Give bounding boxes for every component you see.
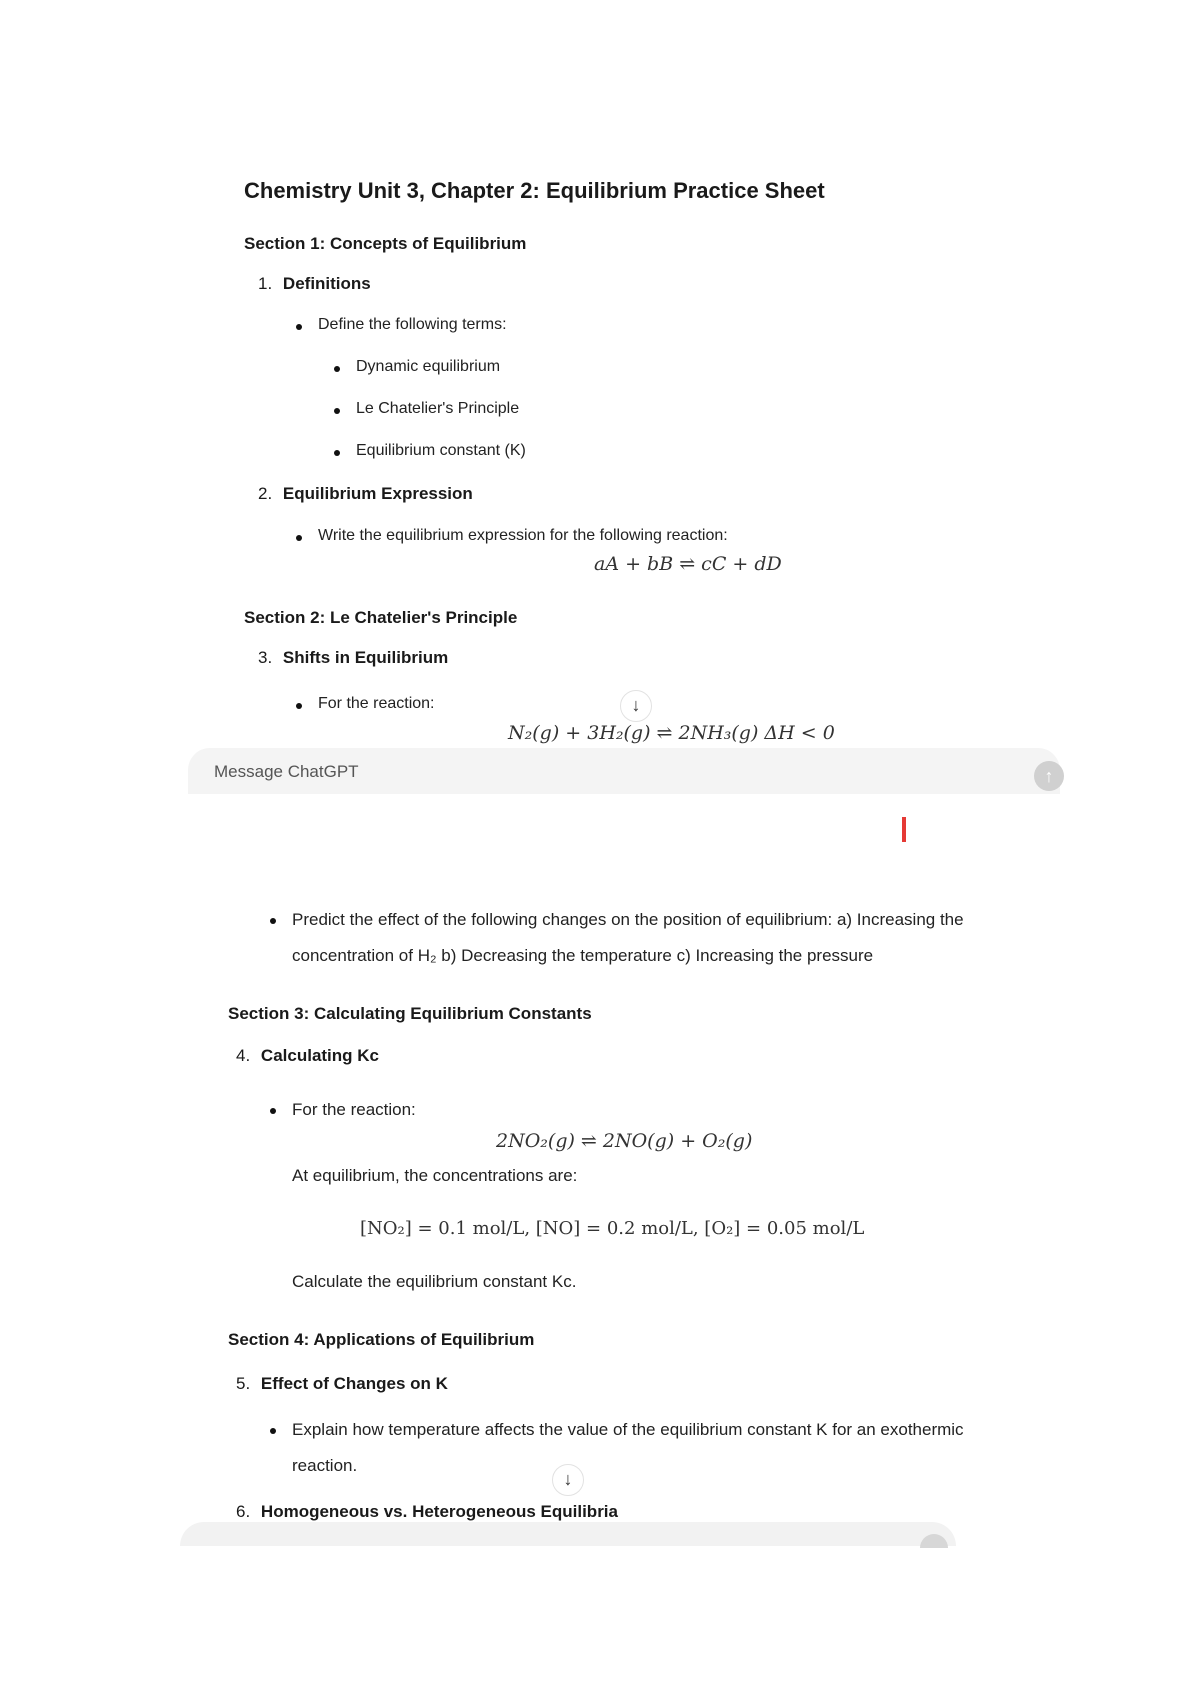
scroll-to-bottom-button-2[interactable] [552,1464,584,1496]
term-item: Le Chatelier's Principle [356,400,520,417]
question-2-heading [258,484,473,504]
equation-concentrations: [NO₂] = 0.1 mol/L, [NO] = 0.2 mol/L, [O₂] = 0.05 mol/L [360,1218,865,1239]
question-2-number: 2. [258,484,273,503]
page-title: Chemistry Unit 3, Chapter 2: Equilibrium Practice Sheet [244,178,825,203]
send-button[interactable] [1034,761,1064,791]
message-composer[interactable] [188,748,1060,794]
send-button-2[interactable] [920,1534,948,1548]
section-3-heading: Section 3: Calculating Equilibrium Constants [228,1004,592,1023]
question-1-title: Definitions [282,274,371,293]
message-composer-2[interactable] [180,1522,956,1546]
question-5-title: Effect of Changes on K [260,1374,448,1393]
question-3-heading [258,648,448,668]
question-5-heading [236,1374,448,1394]
equation-haber: N₂(g) + 3H₂(g) ⇌ 2NH₃(g) ΔH < 0 [508,722,835,744]
section-2-heading: Section 2: Le Chatelier's Principle [244,608,518,627]
text-cursor-marker [902,817,906,842]
question-1-number: 1. [258,274,273,293]
equation-general: aA + bB ⇌ cC + dD [594,553,782,575]
question-3-prompt: For the reaction: [318,695,435,712]
question-2-title: Equilibrium Expression [282,484,473,503]
question-1-prompt: Define the following terms: [318,316,507,333]
question-3-predict-line2: concentration of H₂ b) Decreasing the temperature c) Increasing the pressure [292,946,874,965]
question-6-heading [236,1502,618,1522]
question-3-predict-line1: Predict the effect of the following changes on the position of equilibrium: a) Increasing the [292,910,964,929]
scroll-to-bottom-button[interactable] [620,690,652,722]
message-input-placeholder[interactable]: Message ChatGPT [214,762,359,781]
question-5-number: 5. [236,1374,251,1393]
question-4-calculate: Calculate the equilibrium constant Kc. [292,1272,577,1291]
term-item: Equilibrium constant (K) [356,442,526,459]
question-5-line2: reaction. [292,1456,358,1475]
section-4-heading: Section 4: Applications of Equilibrium [228,1330,535,1349]
arrow-up-icon: ↑ [1044,766,1054,786]
question-4-number: 4. [236,1046,251,1065]
question-3-title: Shifts in Equilibrium [282,648,449,667]
question-1-heading [258,274,371,294]
arrow-down-icon: ↓ [563,1469,573,1489]
question-5-line1: Explain how temperature affects the value of the equilibrium constant K for an exothermic [292,1420,964,1439]
equation-no2: 2NO₂(g) ⇌ 2NO(g) + O₂(g) [496,1130,753,1152]
question-6-number: 6. [236,1502,251,1521]
question-4-prompt: For the reaction: [292,1100,416,1119]
question-6-title: Homogeneous vs. Heterogeneous Equilibria [260,1502,618,1521]
question-4-heading [236,1046,379,1066]
question-2-prompt: Write the equilibrium expression for the following reaction: [318,527,728,544]
section-1-heading: Section 1: Concepts of Equilibrium [244,234,527,253]
arrow-down-icon: ↓ [631,695,641,715]
question-3-number: 3. [258,648,273,667]
question-4-at-equilibrium: At equilibrium, the concentrations are: [292,1166,578,1185]
question-4-title: Calculating Kc [260,1046,380,1065]
term-item: Dynamic equilibrium [356,358,501,375]
